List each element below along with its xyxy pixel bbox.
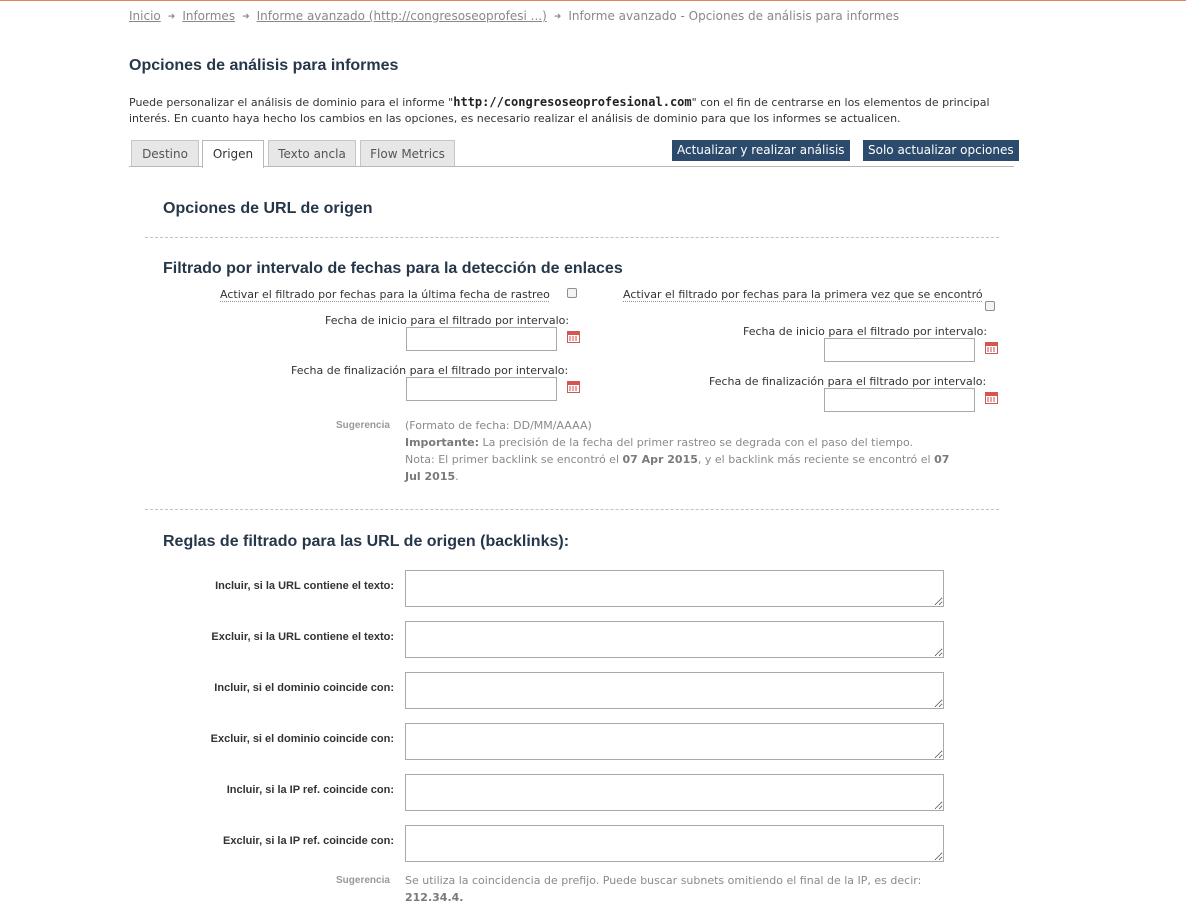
arrow-right-icon: ➜ bbox=[242, 12, 250, 22]
filter-rules-title: Reglas de filtrado para las URL de origen (backlinks): bbox=[163, 533, 570, 550]
source-options-title: Opciones de URL de origen bbox=[163, 200, 373, 217]
update-and-run-button[interactable]: Actualizar y realizar análisis bbox=[672, 140, 850, 161]
last-crawl-start-date-input[interactable] bbox=[406, 327, 557, 351]
update-only-button[interactable]: Solo actualizar opciones bbox=[863, 140, 1019, 161]
breadcrumb-link-reports[interactable]: Informes bbox=[182, 9, 236, 23]
first-found-start-date-input[interactable] bbox=[824, 338, 975, 362]
page-title: Opciones de análisis para informes bbox=[129, 57, 399, 74]
intro-before: Puede personalizar el análisis de dominio para el informe " bbox=[129, 96, 454, 109]
breadcrumb-link-home[interactable]: Inicio bbox=[129, 9, 161, 23]
breadcrumb-link-advanced-report[interactable]: Informe avanzado (http://congresoseoprofesi ...) bbox=[256, 9, 547, 23]
date-format-hint: (Formato de fecha: DD/MM/AAAA) bbox=[405, 419, 592, 432]
calendar-icon[interactable] bbox=[985, 342, 998, 354]
last-crawl-start-label: Fecha de inicio para el filtrado por intervalo: bbox=[325, 314, 570, 327]
latest-backlink-date-day: 07 bbox=[934, 453, 950, 466]
latest-backlink-date-rest: Jul 2015 bbox=[405, 470, 456, 483]
tab-flow-metrics[interactable]: Flow Metrics bbox=[360, 140, 455, 166]
first-found-filter-label: Activar el filtrado por fechas para la primera vez que se encontró bbox=[623, 288, 983, 301]
first-backlink-date: 07 Apr 2015 bbox=[622, 453, 698, 466]
tab-destino[interactable]: Destino bbox=[131, 140, 199, 166]
calendar-icon[interactable] bbox=[567, 331, 580, 343]
first-found-end-label: Fecha de finalización para el filtrado por intervalo: bbox=[709, 375, 987, 388]
calendar-icon[interactable] bbox=[985, 392, 998, 404]
tab-origen[interactable]: Origen bbox=[202, 140, 264, 168]
last-crawl-end-date-input[interactable] bbox=[406, 377, 557, 401]
include-domain-label: Incluir, si el dominio coincide con: bbox=[214, 682, 394, 694]
include-ip-field[interactable] bbox=[405, 774, 944, 811]
exclude-ip-field[interactable] bbox=[405, 825, 944, 862]
date-hint-text bbox=[405, 417, 995, 485]
include-url-text-field[interactable] bbox=[405, 570, 944, 607]
exclude-url-text-field[interactable] bbox=[405, 621, 944, 658]
exclude-domain-field[interactable] bbox=[405, 723, 944, 760]
date-note-hint: Nota: El primer backlink se encontró el 07 Apr 2015, y el backlink más reciente se encontró el 07 Jul 2015. bbox=[405, 453, 950, 483]
exclude-ip-label: Excluir, si la IP ref. coincide con: bbox=[223, 835, 394, 847]
rules-hint-body: Se utiliza la coincidencia de prefijo. Puede buscar subnets omitiendo el final de la IP, es decir: bbox=[405, 874, 922, 887]
breadcrumb bbox=[129, 9, 899, 23]
date-filter-title: Filtrado por intervalo de fechas para la detección de enlaces bbox=[163, 260, 623, 277]
rules-hint-label: Sugerencia bbox=[336, 875, 390, 886]
intro-text bbox=[129, 94, 1014, 127]
first-found-filter-checkbox[interactable] bbox=[985, 301, 995, 311]
arrow-right-icon: ➜ bbox=[167, 12, 176, 22]
first-found-start-label: Fecha de inicio para el filtrado por intervalo: bbox=[743, 325, 988, 338]
divider bbox=[145, 509, 999, 510]
intro-after: " con el fin de centrarse en los elementos de principal interés. En cuanto haya hecho los cambios en las opciones, es necesario realizar el análisis de dominio para que los informes se actualicen. bbox=[129, 96, 990, 125]
last-crawl-end-label: Fecha de finalización para el filtrado por intervalo: bbox=[291, 364, 569, 377]
divider bbox=[145, 237, 999, 238]
first-found-end-date-input[interactable] bbox=[824, 388, 975, 412]
include-domain-field[interactable] bbox=[405, 672, 944, 709]
exclude-url-text-label: Excluir, si la URL contiene el texto: bbox=[211, 631, 394, 643]
include-url-text-label: Incluir, si la URL contiene el texto: bbox=[215, 580, 394, 592]
date-important-hint: Importante: La precisión de la fecha del primer rastreo se degrada con el paso del tiempo. bbox=[405, 436, 914, 449]
date-hint-label: Sugerencia bbox=[336, 420, 390, 431]
calendar-icon[interactable] bbox=[567, 381, 580, 393]
arrow-right-icon: ➜ bbox=[553, 12, 562, 22]
last-crawl-filter-label: Activar el filtrado por fechas para la última fecha de rastreo bbox=[220, 288, 550, 301]
last-crawl-filter-checkbox[interactable] bbox=[567, 288, 577, 298]
tab-texto-ancla[interactable]: Texto ancla bbox=[268, 140, 356, 166]
rules-hint-example: 212.34.4. bbox=[405, 891, 464, 904]
intro-domain: http://congresoseoprofesional.com bbox=[453, 95, 692, 109]
rules-hint-text bbox=[405, 872, 995, 906]
top-accent-line bbox=[0, 0, 1186, 1]
include-ip-label: Incluir, si la IP ref. coincide con: bbox=[226, 784, 394, 796]
exclude-domain-label: Excluir, si el dominio coincide con: bbox=[210, 733, 394, 745]
breadcrumb-current: Informe avanzado - Opciones de análisis para informes bbox=[568, 9, 900, 23]
